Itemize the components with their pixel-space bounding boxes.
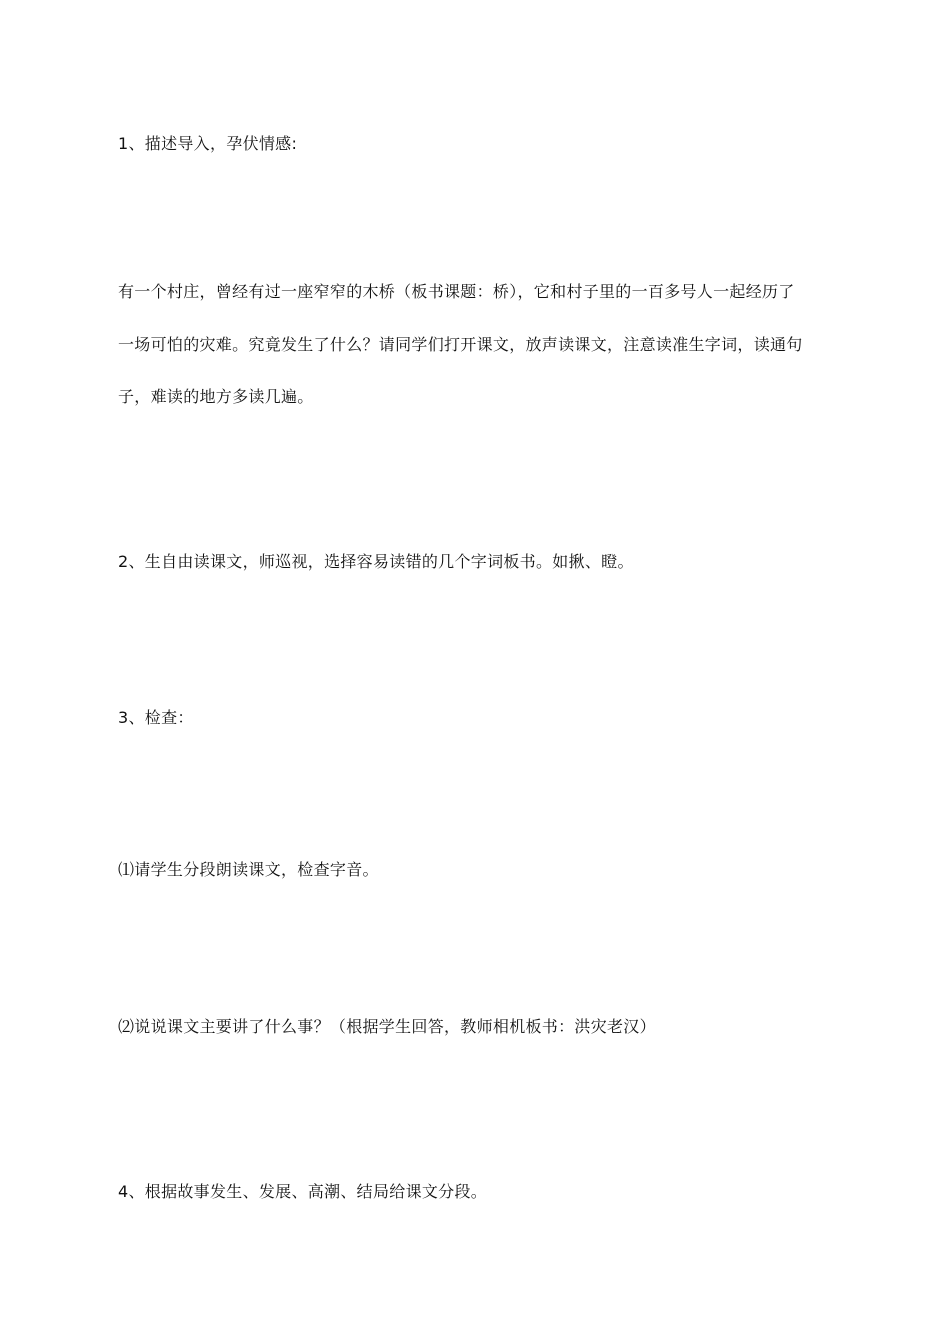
step-1-heading: 1、描述导入，孕伏情感: bbox=[118, 134, 298, 153]
step-4-text: 4、根据故事发生、发展、高潮、结局给课文分段。 bbox=[118, 1182, 488, 1201]
step-3-item-1: ⑴请学生分段朗读课文，检查字音。 bbox=[118, 860, 379, 879]
step-3-item-2: ⑵说说课文主要讲了什么事？（根据学生回答，教师相机板书：洪灾老汉） bbox=[118, 1017, 656, 1036]
step-3-heading: 3、检查： bbox=[118, 708, 194, 727]
paragraph-line-2: 一场可怕的灾难。究竟发生了什么？请同学们打开课文，放声读课文，注意读准生字词，读通句 bbox=[118, 335, 803, 354]
step-2-text: 2、生自由读课文，师巡视，选择容易读错的几个字词板书。如揪、瞪。 bbox=[118, 552, 634, 571]
paragraph-line-3: 子，难读的地方多读几遍。 bbox=[118, 387, 314, 406]
paragraph-line-1: 有一个村庄，曾经有过一座窄窄的木桥（板书课题：桥），它和村子里的一百多号人一起经历了 bbox=[118, 282, 795, 301]
